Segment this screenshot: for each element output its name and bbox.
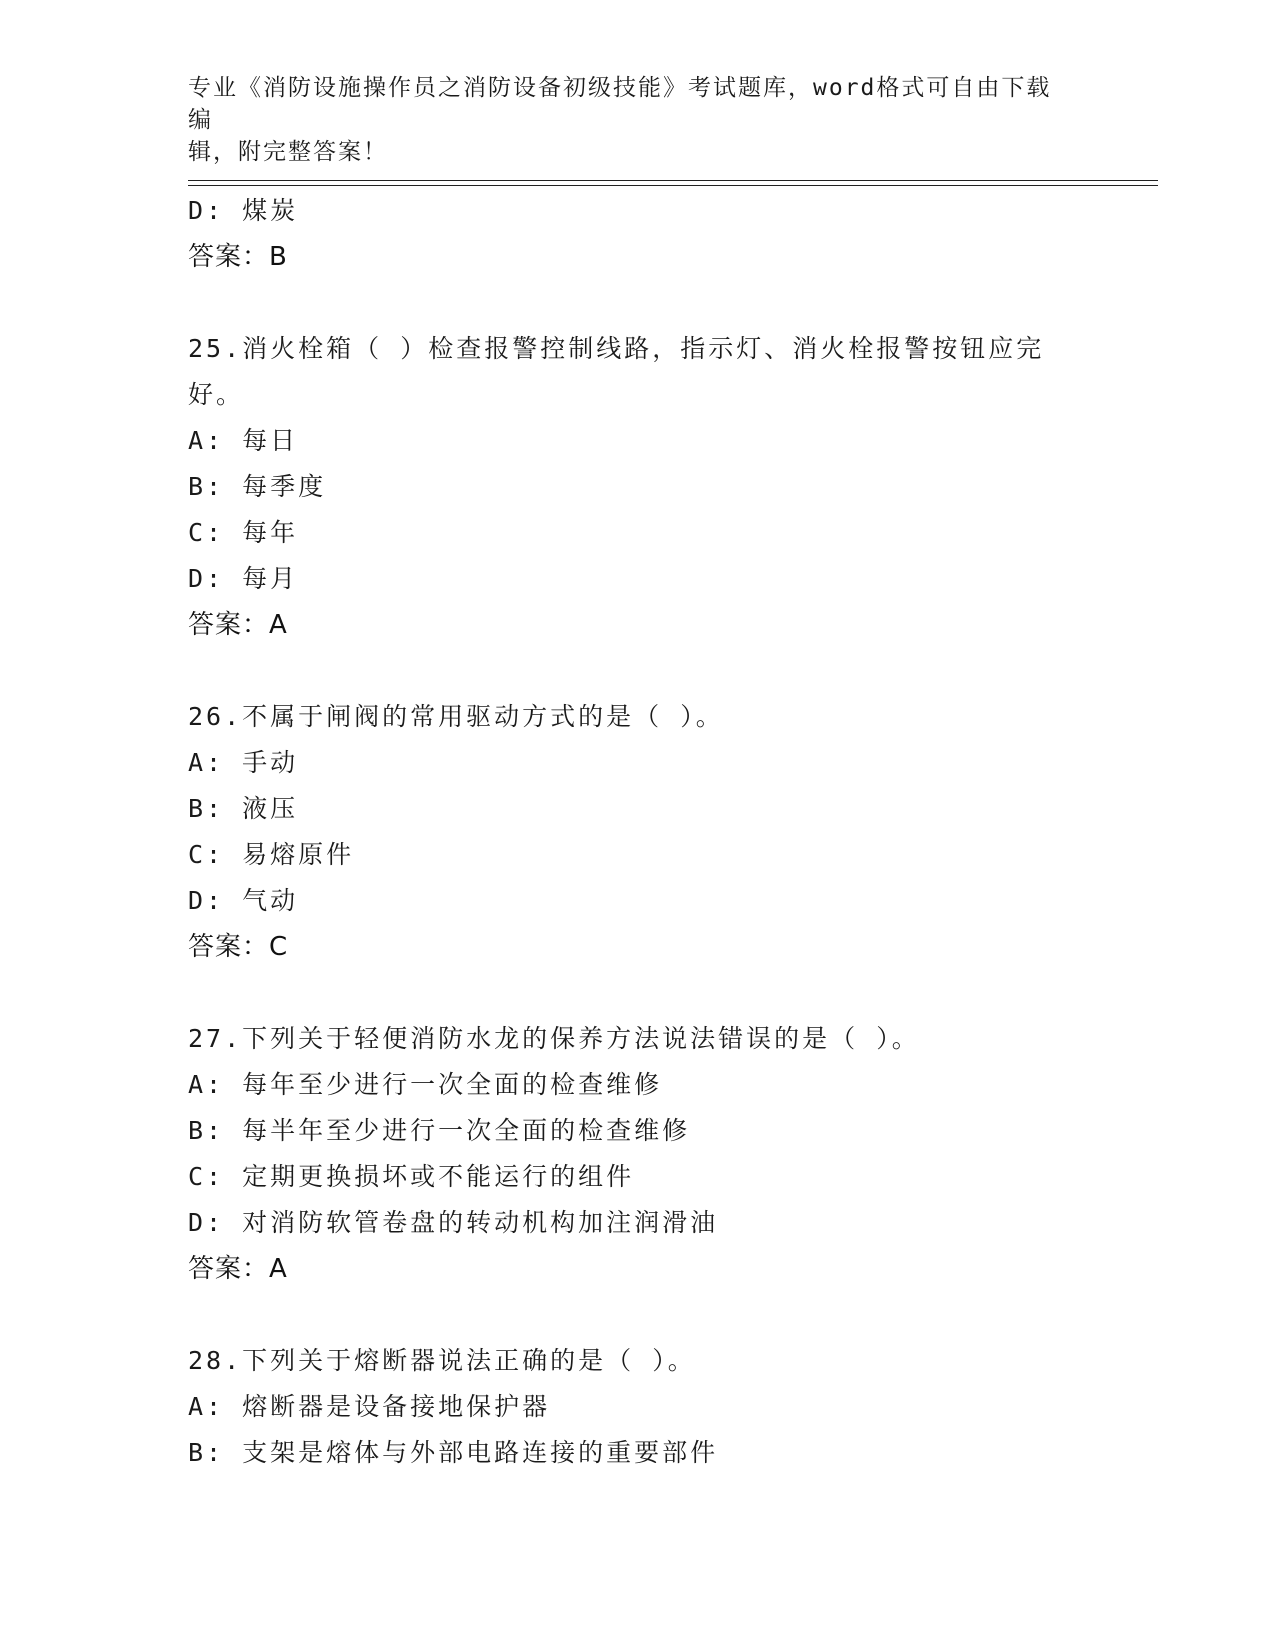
option-d: D: 对消防软管卷盘的转动机构加注润滑油 <box>188 1208 719 1237</box>
option-b: B: 液压 <box>188 794 299 823</box>
question-stem: 28.下列关于熔断器说法正确的是（ ）。 <box>188 1346 696 1375</box>
spacer <box>188 1292 1088 1338</box>
spacer <box>188 970 1088 1016</box>
option-d: D: 气动 <box>188 886 299 915</box>
header-divider <box>188 180 1158 186</box>
question-stem: 25.消火栓箱（ ）检查报警控制线路，指示灯、消火栓报警按钮应完 <box>188 334 1045 363</box>
header-line-1: 专业《消防设施操作员之消防设备初级技能》考试题库，word格式可自由下载编 <box>188 75 1052 133</box>
answer: 答案：A <box>188 610 288 640</box>
option-a: A: 手动 <box>188 748 299 777</box>
answer: 答案：A <box>188 1254 288 1284</box>
option-c: C: 定期更换损坏或不能运行的组件 <box>188 1162 635 1191</box>
option-b: B: 支架是熔体与外部电路连接的重要部件 <box>188 1438 719 1467</box>
option-a: A: 每年至少进行一次全面的检查维修 <box>188 1070 663 1099</box>
answer: 答案：B <box>188 242 288 272</box>
answer: 答案：C <box>188 932 289 962</box>
header-line-2: 辑，附完整答案！ <box>188 139 388 165</box>
option-b: B: 每半年至少进行一次全面的检查维修 <box>188 1116 691 1145</box>
option-c: C: 每年 <box>188 518 299 547</box>
spacer <box>188 280 1088 326</box>
option-c: C: 易熔原件 <box>188 840 355 869</box>
question-stem-continued: 好。 <box>188 380 245 409</box>
option-a: A: 每日 <box>188 426 299 455</box>
option-b: B: 每季度 <box>188 472 327 501</box>
option-a: A: 熔断器是设备接地保护器 <box>188 1392 551 1421</box>
document-body <box>188 188 1088 1476</box>
question-stem: 27.下列关于轻便消防水龙的保养方法说法错误的是（ ）。 <box>188 1024 920 1053</box>
option-d: D: 每月 <box>188 564 299 593</box>
option-d: D: 煤炭 <box>188 196 299 225</box>
question-stem: 26.不属于闸阀的常用驱动方式的是（ ）。 <box>188 702 724 731</box>
page-header <box>188 72 1068 168</box>
spacer <box>188 648 1088 694</box>
